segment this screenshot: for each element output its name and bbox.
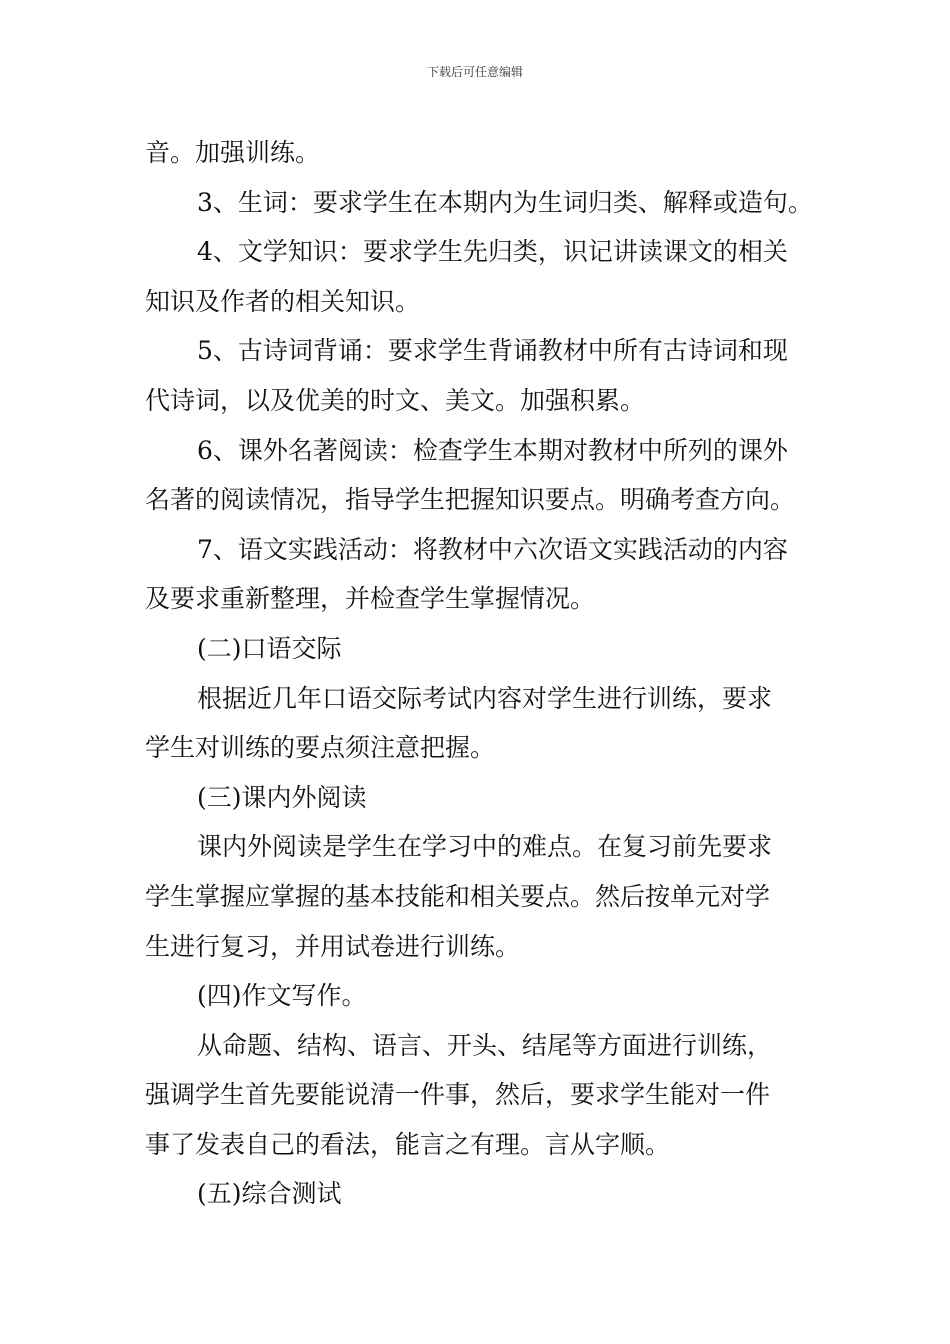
list-item-5: 5、古诗词背诵：要求学生背诵教材中所有古诗词和现 [197, 336, 788, 366]
text-line: 强调学生首先要能说清一件事，然后，要求学生能对一件 [145, 1080, 771, 1110]
text-line: 代诗词，以及优美的时文、美文。加强积累。 [145, 385, 646, 415]
section-heading-writing: (四)作文写作。 [197, 981, 367, 1011]
list-item-4: 4、文学知识：要求学生先归类，识记讲读课文的相关 [197, 237, 788, 267]
list-item-3: 3、生词：要求学生在本期内为生词归类、解释或造句。 [197, 187, 813, 217]
list-item-7: 7、语文实践活动：将教材中六次语文实践活动的内容 [197, 534, 788, 564]
section-heading-reading: (三)课内外阅读 [197, 782, 367, 812]
document-body [145, 128, 817, 1219]
text-line: 名著的阅读情况，指导学生把握知识要点。明确考查方向。 [145, 485, 796, 515]
text-line: 事了发表自己的看法，能言之有理。言从字顺。 [145, 1129, 671, 1159]
section-heading-oral: (二)口语交际 [197, 633, 342, 663]
text-line: 及要求重新整理，并检查学生掌握情况。 [145, 584, 596, 614]
text-line: 音。加强训练。 [145, 138, 321, 167]
page-header: 下载后可任意编辑 [426, 65, 523, 79]
paragraph-start: 课内外阅读是学生在学习中的难点。在复习前先要求 [197, 832, 773, 862]
text-line: 学生掌握应掌握的基本技能和相关要点。然后按单元对学 [145, 881, 771, 911]
section-heading-test: (五)综合测试 [197, 1179, 342, 1209]
list-item-6: 6、课外名著阅读：检查学生本期对教材中所列的课外 [197, 435, 788, 465]
text-line: 学生对训练的要点须注意把握。 [145, 733, 496, 763]
text-line: 生进行复习，并用试卷进行训练。 [145, 931, 521, 961]
paragraph-start: 从命题、结构、语言、开头、结尾等方面进行训练， [197, 1030, 773, 1060]
text-line: 知识及作者的相关知识。 [145, 286, 421, 316]
paragraph-start: 根据近几年口语交际考试内容对学生进行训练，要求 [197, 683, 773, 713]
